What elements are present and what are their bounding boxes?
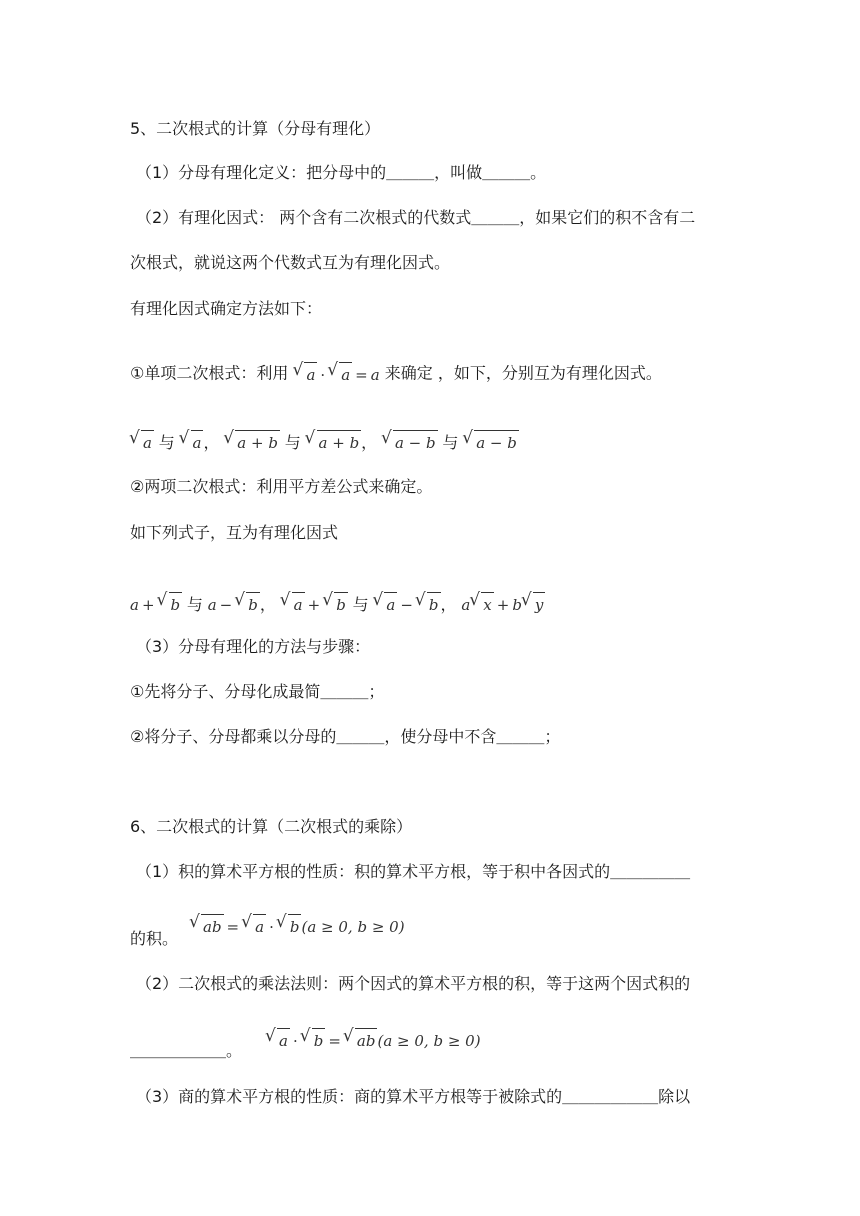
rationalizing-factor-line-2: 次根式，就说这两个代数式互为有理化因式。 xyxy=(130,253,451,272)
single-radical-label: ①单项二次根式：利用 xyxy=(130,363,289,383)
single-radical-text: 来确定 ，如下，分别互为有理化因式。 xyxy=(384,363,662,383)
definition-line: （1）分母有理化定义：把分母中的＿＿＿，叫做＿＿＿。 xyxy=(136,163,547,182)
formula-sqrt-a-squared: √ a ·√ a = a xyxy=(293,362,379,386)
multiplication-rule-line-2: ＿＿＿＿＿＿。 xyxy=(130,1041,243,1060)
multiplication-rule-formula: √ a ·√ b =√ ab (a ≥ 0, b ≥ 0) xyxy=(266,1028,481,1052)
product-property-line-1: （1）积的算术平方根的性质：积的算术平方根，等于积中各因式的＿＿＿＿＿ xyxy=(136,862,691,881)
product-property-formula: √ ab =√ a ·√ b (a ≥ 0, b ≥ 0) xyxy=(190,914,405,938)
section-5-title: 5、二次根式的计算（分母有理化） xyxy=(130,119,381,138)
two-term-radical-line: ②两项二次根式：利用平方差公式来确定。 xyxy=(130,477,433,496)
multiplication-rule-line-1: （2）二次根式的乘法法则：两个因式的算术平方根的积，等于这两个因式积的 xyxy=(136,974,691,993)
rationalize-steps-heading: （3）分母有理化的方法与步骤： xyxy=(136,637,371,656)
step-1: ①先将分子、分母化成最简＿＿＿； xyxy=(130,682,385,701)
method-heading: 有理化因式确定方法如下： xyxy=(130,299,323,318)
radical-pairs-line: √ a 与 √ a ， √ a + b 与 √ a + b ， √ a − b 与 √ a − b xyxy=(130,430,519,454)
quotient-property-line: （3）商的算术平方根的性质：商的算术平方根等于被除式的＿＿＿＿＿＿除以 xyxy=(136,1087,691,1106)
section-6-title: 6、二次根式的计算（二次根式的乘除） xyxy=(130,817,413,836)
single-radical-line xyxy=(130,362,662,386)
step-2: ②将分子、分母都乘以分母的＿＿＿，使分母中不含＿＿＿； xyxy=(130,727,561,746)
two-term-pairs-line: a +√ b 与 a −√ b ， √ a +√ b 与 √ a −√ b ， a√ x + b√ y xyxy=(130,592,545,616)
examples-heading: 如下列式子，互为有理化因式 xyxy=(130,523,339,542)
product-property-line-2: 的积。 xyxy=(130,929,179,948)
rationalizing-factor-line-1: （2）有理化因式： 两个含有二次根式的代数式＿＿＿，如果它们的积不含有二 xyxy=(136,208,696,227)
